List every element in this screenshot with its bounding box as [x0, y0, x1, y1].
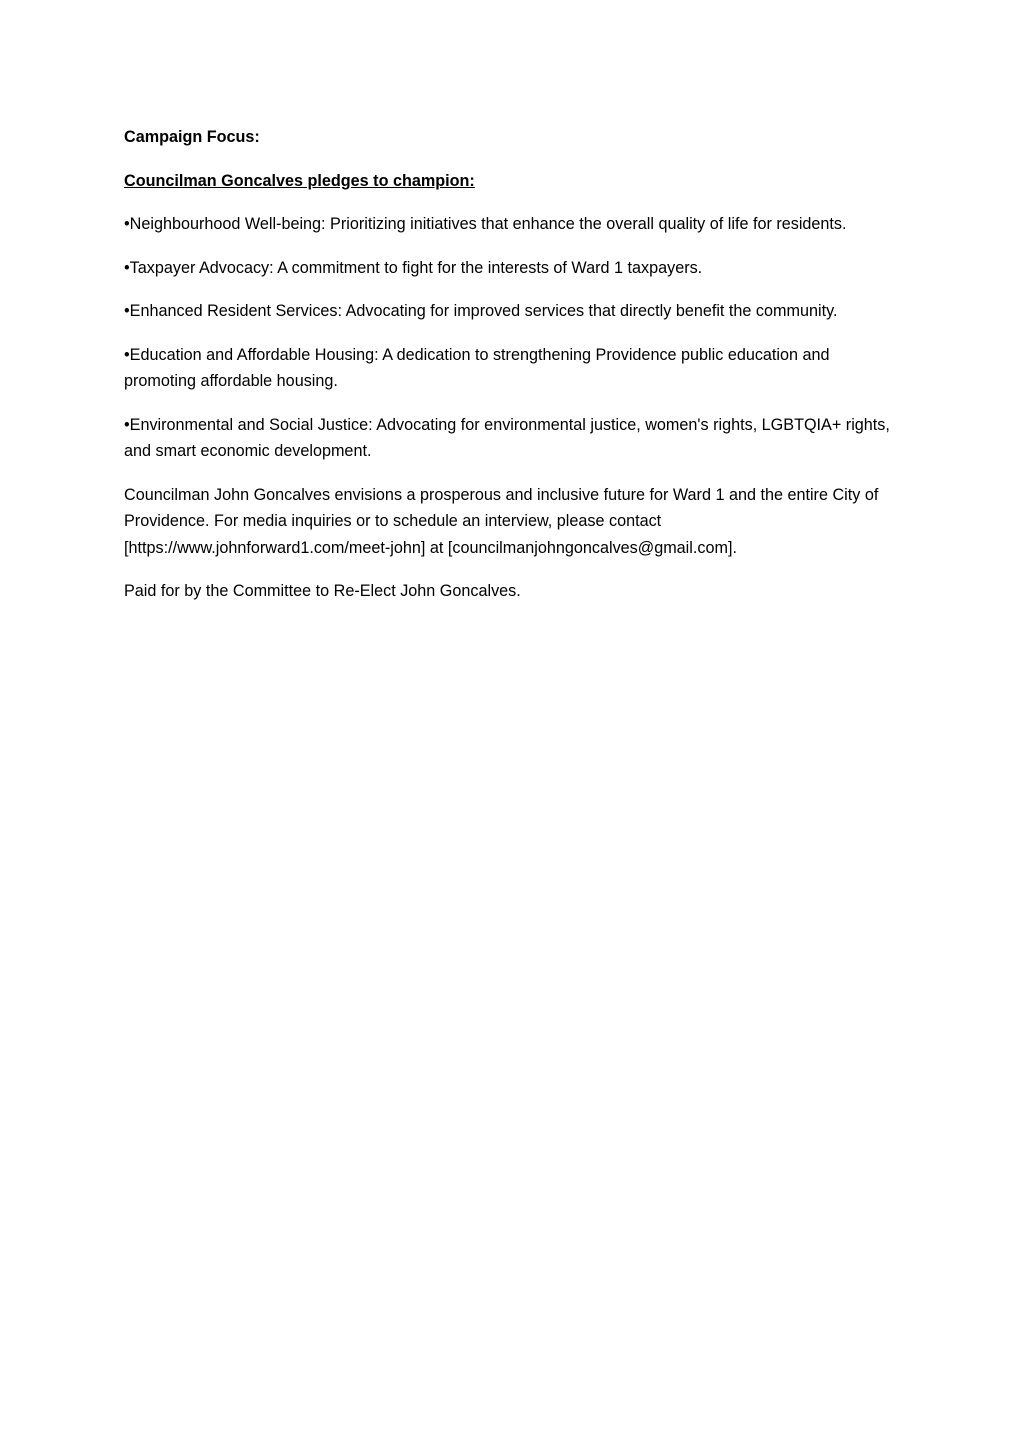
- pledge-subheading: Councilman Goncalves pledges to champion:: [124, 171, 475, 190]
- document-body: [124, 124, 904, 622]
- closing-paragraph: Councilman John Goncalves envisions a prosperous and inclusive future for Ward 1 and the entire City of Providence. For media inquiries or to schedule an interview, please contact [https://www.johnforward1.com/meet-john] at [councilmanjohngoncalves@gmail.com].: [124, 485, 879, 557]
- bullet-neighbourhood-wellbeing: •Neighbourhood Well-being: Prioritizing initiatives that enhance the overall quality of life for residents.: [124, 215, 847, 233]
- section-heading: Campaign Focus:: [124, 128, 260, 146]
- bullet-education-housing: •Education and Affordable Housing: A dedication to strengthening Providence public education and promoting affordable housing.: [124, 345, 830, 390]
- bullet-resident-services: •Enhanced Resident Services: Advocating for improved services that directly benefit the community.: [124, 302, 838, 320]
- paid-for-disclaimer: Paid for by the Committee to Re-Elect John Goncalves.: [124, 582, 521, 600]
- bullet-environmental-social-justice: •Environmental and Social Justice: Advocating for environmental justice, women's rights, LGBTQIA+ rights, and smart economic development.: [124, 415, 890, 460]
- bullet-taxpayer-advocacy: •Taxpayer Advocacy: A commitment to fight for the interests of Ward 1 taxpayers.: [124, 258, 703, 277]
